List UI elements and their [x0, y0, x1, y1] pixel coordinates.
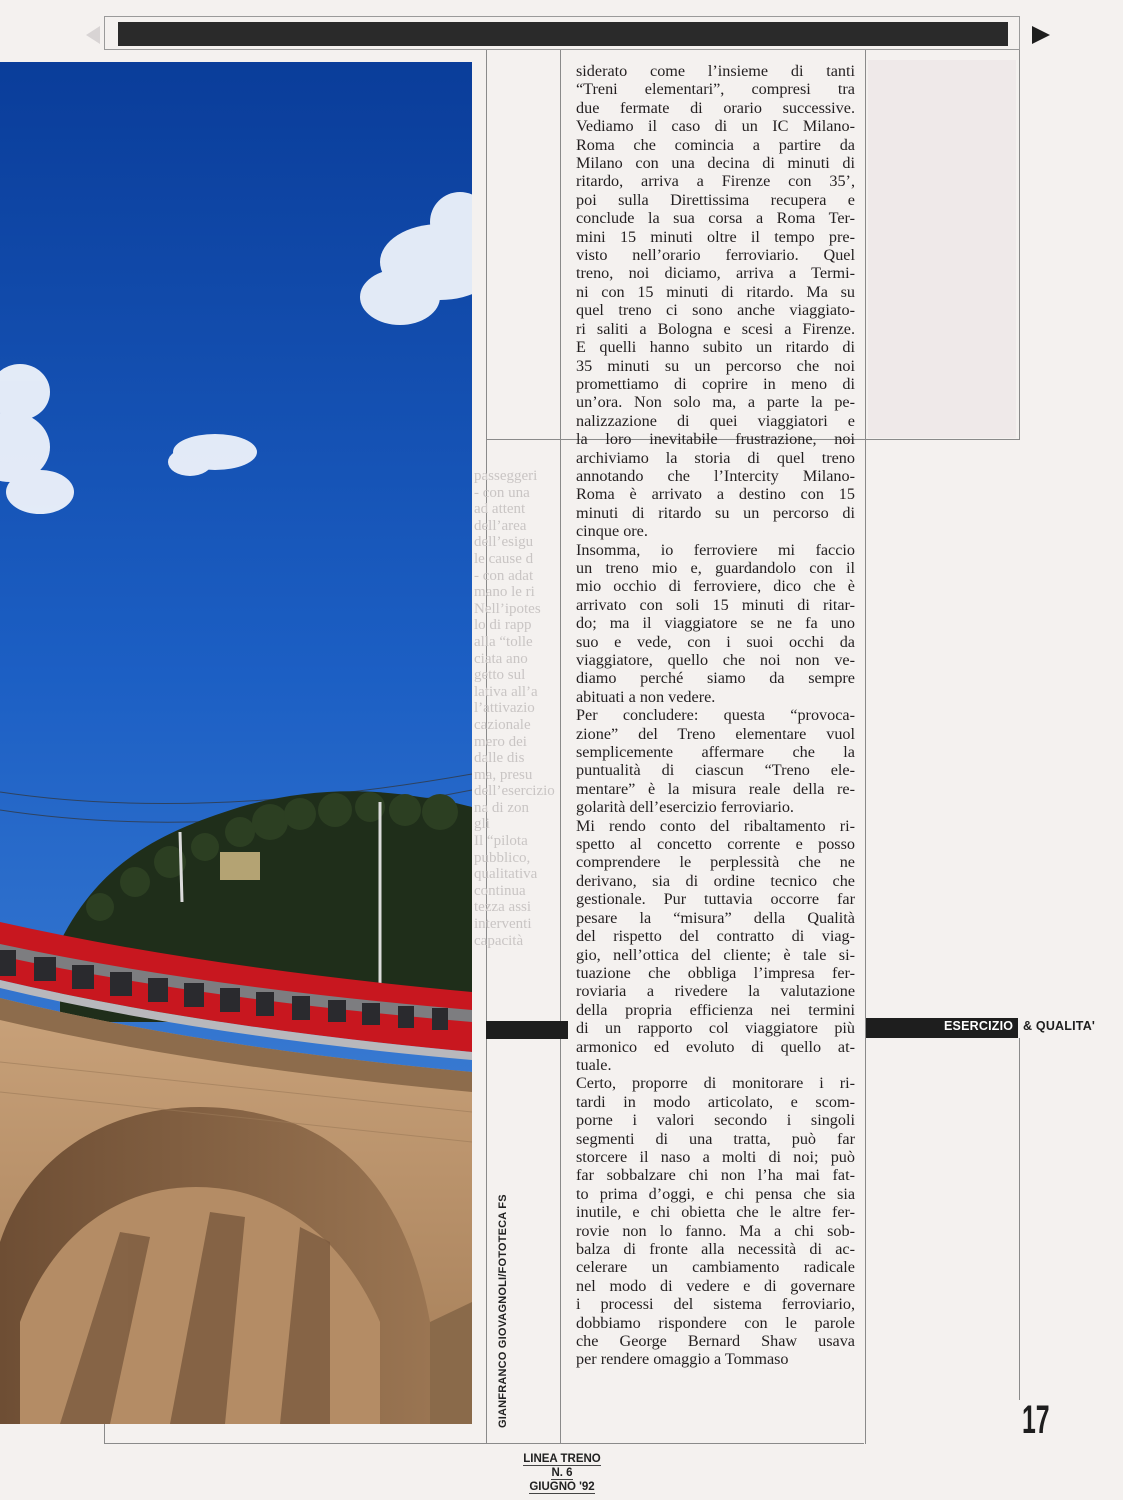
article-line: Insomma, io ferroviere mi faccio: [576, 540, 855, 559]
article-line: Mi rendo conto del ribaltamento ri-: [576, 816, 855, 835]
show-through-line: continua: [474, 882, 526, 899]
article-line: Roma è arrivato a destino con 15: [576, 485, 855, 504]
article-line: spetto al concetto corrente e posso: [576, 835, 855, 854]
article-line: to prima d’oggi, e chi pensa che sia: [576, 1184, 855, 1203]
article-line: diamo perché siamo da sempre: [576, 669, 855, 688]
article-line: zione” del Treno elementare vuol: [576, 724, 855, 743]
article-line: Milano con una decina di minuti di: [576, 154, 855, 173]
column-rule: [1019, 50, 1020, 440]
article-line: della propria efficienza nei termini: [576, 1000, 855, 1019]
header-bar: [118, 22, 1008, 46]
show-through-line: gli: [474, 816, 490, 833]
article-line: far sobbalzare chi non l’ha mai fat-: [576, 1166, 855, 1185]
footer-date-text: GIUGNO '92: [529, 1481, 595, 1493]
article-line: la loro inevitabile frustrazione, noi: [576, 430, 855, 449]
article-line: visto nell’orario ferroviario. Quel: [576, 246, 855, 265]
article-line: nalizzazione di quei viaggiatori e: [576, 411, 855, 430]
article-line: un treno mio e, guardandolo con il: [576, 558, 855, 577]
train-viaduct-photo: [0, 62, 472, 1424]
show-through-line: pubblico,: [474, 849, 531, 866]
article-line: do; ma il viaggiatore se ne fa uno: [576, 614, 855, 633]
section-label-secondary: & QUALITA': [1023, 1019, 1096, 1033]
article-line: viaggiatore, quello che noi non ve-: [576, 651, 855, 669]
article-line: rovie non lo fanno. Ma a chi sob-: [576, 1221, 855, 1240]
show-through-line: ciata ano: [474, 650, 528, 667]
article-line: golarità dell’esercizio ferroviario.: [576, 798, 794, 817]
section-label-primary: ESERCIZIO: [944, 1019, 1014, 1033]
article-line: inutile, e chi obietta che le altre fer-: [576, 1203, 855, 1222]
show-through-line: ad attent: [474, 501, 526, 518]
show-through-line: passeggeri: [474, 468, 538, 484]
show-through-panel: [868, 60, 1016, 438]
article-line: per rendere omaggio a Tommaso: [576, 1350, 789, 1369]
article-line: quel treno ci sono anche viaggiato-: [576, 301, 855, 320]
article-line: due fermate di orario successive.: [576, 98, 855, 117]
article-line: pesare la “misura” della Qualità: [576, 908, 855, 927]
article-line: tardi in modo articolato, e scom-: [576, 1092, 855, 1111]
article-line: cinque ore.: [576, 522, 648, 541]
article-line: tuazione che obbliga l’impresa fer-: [576, 963, 855, 982]
grid-rule: [104, 1443, 864, 1444]
prev-page-arrow-icon: [86, 26, 100, 44]
show-through-line: lativa all’a: [474, 683, 538, 700]
article-line: Roma che comincia a partire da: [576, 135, 855, 154]
next-page-arrow-icon: [1032, 26, 1050, 44]
column-rule: [104, 1424, 105, 1444]
show-through-line: mano le ri: [474, 584, 535, 601]
article-line: ni con 15 minuti di ritardo. Ma su: [576, 282, 855, 301]
article-line: del rispetto del contratto di viag-: [576, 927, 855, 946]
article-body: [576, 62, 855, 1369]
show-through-line: cazionale: [474, 716, 531, 733]
page-number: 17: [1022, 1398, 1050, 1442]
article-line: comprendere le perplessità che ne: [576, 853, 855, 872]
article-line: derivano, sia di ordine tecnico che: [576, 871, 855, 890]
footer-issue-text: N. 6: [551, 1467, 573, 1479]
article-line: 35 minuti su un percorso che noi: [576, 356, 855, 375]
article-line: ri saliti a Bologna e scesi a Firenze.: [576, 319, 855, 338]
show-through-line: capacità: [474, 932, 524, 949]
divider-bar: [486, 1021, 568, 1039]
article-line: Per concludere: questa “provoca-: [576, 706, 855, 725]
column-rule: [1019, 1038, 1020, 1400]
article-line: mini 15 minuti oltre il tempo pre-: [576, 227, 855, 246]
article-line: armonico ed evoluto di quello at-: [576, 1037, 855, 1056]
article-line: porne i valori secondo i singoli: [576, 1111, 855, 1130]
article-line: abituati a non vedere.: [576, 687, 716, 706]
footer-date: [516, 1481, 608, 1493]
show-through-line: na di zon: [474, 799, 529, 816]
article-line: dobbiamo rispondere con le parole: [576, 1313, 855, 1332]
footer-publication-text: LINEA TRENO: [523, 1453, 601, 1465]
show-through-line: tezza assi: [474, 899, 532, 916]
article-line: arrivato con soli 15 minuti di ritar-: [576, 595, 855, 614]
article-line: tuale.: [576, 1055, 612, 1074]
article-line: annotando che l’Intercity Milano-: [576, 466, 855, 485]
show-through-line: dell’esigu: [474, 534, 534, 551]
photo-credit: GIANFRANCO GIOVAGNOLI/FOTOTECA FS: [497, 1194, 509, 1428]
show-through-text: [474, 468, 560, 1028]
show-through-line: dell’esercizio: [474, 783, 555, 800]
show-through-line: le cause d: [474, 550, 534, 567]
show-through-line: - con adat: [474, 567, 534, 584]
article-line: nel modo di vedere e di governare: [576, 1276, 855, 1295]
article-line: “Treni elementari”, compresi tra: [576, 80, 855, 99]
article-line: storcere il naso a molti di noi; può: [576, 1147, 855, 1166]
footer-publication: [516, 1453, 608, 1465]
show-through-line: l’attivazio: [474, 700, 535, 717]
article-line: siderato come l’insieme di tanti: [576, 62, 855, 80]
show-through-line: mero dei: [474, 733, 527, 750]
show-through-line: Il “pilota: [474, 833, 528, 850]
article-line: puntualità di ciascun “Treno ele-: [576, 761, 855, 780]
article-line: mio occhio di ferroviere, dico che è: [576, 577, 855, 596]
article-line: gio, nell’ottica del cliente; è tale si-: [576, 945, 855, 964]
article-line: archiviamo la storia di quel treno: [576, 448, 855, 467]
article-line: treno, noi diciamo, arriva a Termi-: [576, 264, 855, 283]
show-through-line: lo di rapp: [474, 617, 532, 634]
article-line: Vediamo il caso di un IC Milano-: [576, 117, 855, 136]
article-line: di un rapporto col viaggiatore più: [576, 1019, 855, 1038]
article-line: mentare” è la misura reale della re-: [576, 779, 855, 798]
show-through-line: interventi: [474, 916, 532, 933]
article-line: ritardo, arriva a Firenze con 35’,: [576, 172, 855, 191]
show-through-line: alla “tolle: [474, 633, 533, 650]
article-line: conclude la sua corsa a Roma Ter-: [576, 209, 855, 228]
article-line: gestionale. Pur tuttavia occorre far: [576, 890, 855, 909]
article-line: i processi del sistema ferroviario,: [576, 1295, 855, 1314]
article-line: segmenti di una tratta, può far: [576, 1129, 855, 1148]
article-line: un’ora. Non solo ma, a parte la pe-: [576, 393, 855, 412]
show-through-line: - con una: [474, 484, 530, 501]
article-line: promettiamo di coprire in meno di: [576, 374, 855, 393]
show-through-line: qualitativa: [474, 866, 538, 883]
article-line: Certo, proporre di monitorare i ri-: [576, 1074, 855, 1093]
article-line: suo e vede, con i suoi occhi da: [576, 632, 855, 651]
article-line: balza di fronte alla necessità di ac-: [576, 1240, 855, 1258]
article-line: celerare un cambiamento radicale: [576, 1258, 855, 1277]
article-line: E quelli hanno subito un ritardo di: [576, 338, 855, 357]
article-line: roviaria a rivedere la valutazione: [576, 982, 855, 1001]
article-line: poi sulla Direttissima recupera e: [576, 190, 855, 209]
show-through-line: dalle dis: [474, 750, 525, 767]
article-line: minuti di ritardo su un percorso di: [576, 503, 855, 522]
show-through-line: Nell’ipotes: [474, 600, 541, 617]
column-rule: [560, 50, 561, 1444]
article-line: semplicemente affermare che la: [576, 743, 855, 762]
article-line: che George Bernard Shaw usava: [576, 1332, 855, 1351]
footer-issue: [516, 1467, 608, 1479]
column-rule: [865, 50, 866, 1444]
section-separator: [1018, 1018, 1021, 1038]
show-through-line: ma, presu: [474, 766, 533, 783]
show-through-line: dell’area: [474, 517, 527, 534]
show-through-line: getto sul: [474, 667, 526, 684]
